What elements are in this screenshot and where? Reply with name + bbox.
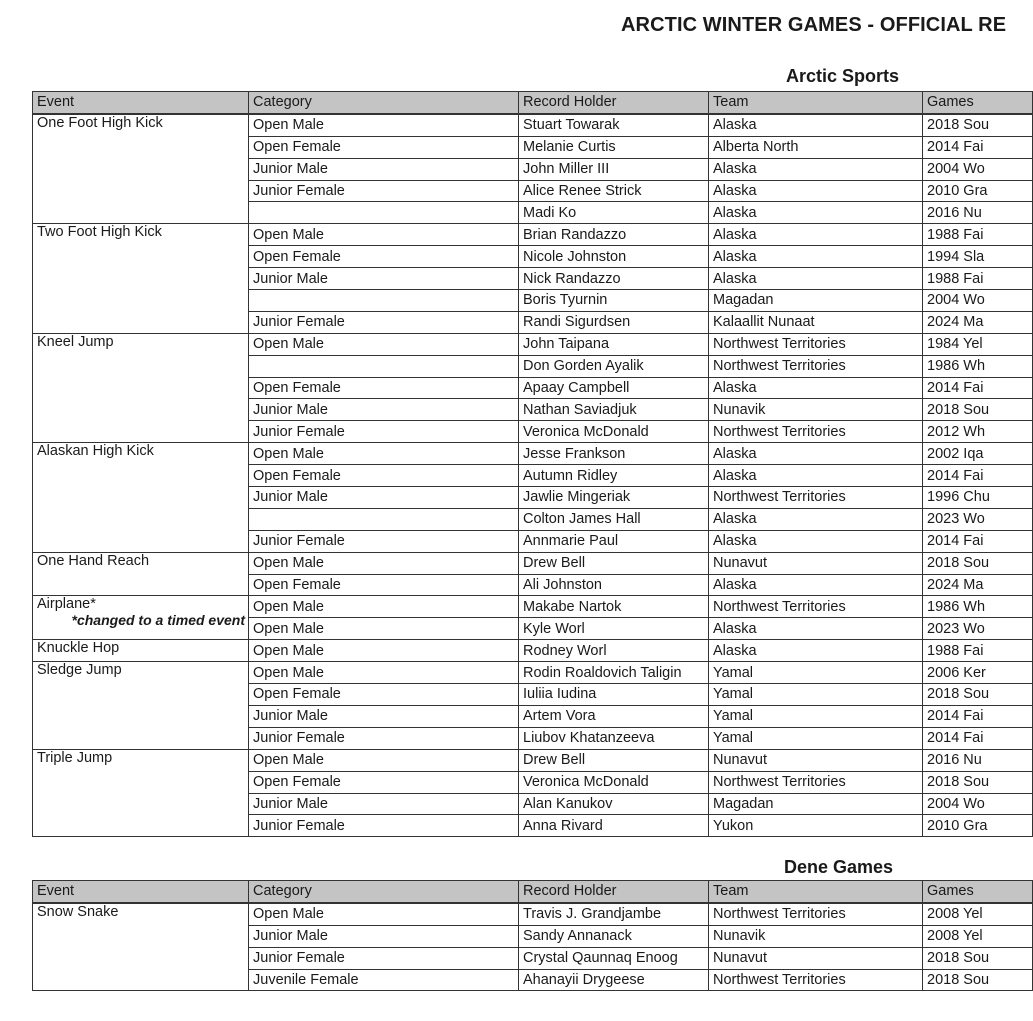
games-cell: 2002 Iqa <box>923 443 1033 465</box>
table-row <box>33 662 1033 684</box>
team-cell: Northwest Territories <box>709 333 923 355</box>
dene-games-records-table <box>32 880 1033 991</box>
event-name-cell <box>33 903 249 991</box>
games-cell: 2018 Sou <box>923 947 1033 969</box>
category-cell: Open Male <box>249 114 519 136</box>
team-cell: Northwest Territories <box>709 355 923 377</box>
event-name-cell <box>33 224 249 333</box>
category-cell: Open Male <box>249 552 519 574</box>
games-cell: 2006 Ker <box>923 662 1033 684</box>
record-holder-cell: Jesse Frankson <box>519 443 709 465</box>
event-name: Airplane* <box>37 596 96 613</box>
event-name: Triple Jump <box>37 749 113 766</box>
table-row <box>33 749 1033 771</box>
team-cell: Alaska <box>709 224 923 246</box>
category-cell: Junior Female <box>249 947 519 969</box>
event-name-cell <box>33 749 249 837</box>
record-holder-cell: Stuart Towarak <box>519 114 709 136</box>
games-cell: 2018 Sou <box>923 771 1033 793</box>
games-cell: 2018 Sou <box>923 399 1033 421</box>
table-header-row <box>33 881 1033 903</box>
table-row <box>33 596 1033 618</box>
category-cell: Junior Male <box>249 487 519 509</box>
team-cell: Alaska <box>709 377 923 399</box>
record-holder-cell: Brian Randazzo <box>519 224 709 246</box>
games-cell: 2004 Wo <box>923 290 1033 312</box>
table-row <box>33 443 1033 465</box>
column-header-event: Event <box>33 92 249 114</box>
games-cell: 2010 Gra <box>923 815 1033 837</box>
team-cell: Yukon <box>709 815 923 837</box>
record-holder-cell: Alan Kanukov <box>519 793 709 815</box>
team-cell: Alaska <box>709 202 923 224</box>
team-cell: Nunavut <box>709 947 923 969</box>
games-cell: 2018 Sou <box>923 114 1033 136</box>
event-name-cell <box>33 640 249 662</box>
record-holder-cell: Nathan Saviadjuk <box>519 399 709 421</box>
record-holder-cell: Jawlie Mingeriak <box>519 487 709 509</box>
team-cell: Alaska <box>709 530 923 552</box>
category-cell: Junior Male <box>249 705 519 727</box>
category-cell <box>249 508 519 530</box>
games-cell: 2016 Nu <box>923 749 1033 771</box>
games-cell: 2004 Wo <box>923 793 1033 815</box>
table-row <box>33 903 1033 925</box>
record-holder-cell: Autumn Ridley <box>519 465 709 487</box>
team-cell: Magadan <box>709 290 923 312</box>
record-holder-cell: Ahanayii Drygeese <box>519 969 709 991</box>
column-header-record-holder: Record Holder <box>519 881 709 903</box>
games-cell: 2014 Fai <box>923 530 1033 552</box>
event-name: One Hand Reach <box>37 552 150 569</box>
games-cell: 1994 Sla <box>923 246 1033 268</box>
column-header-category: Category <box>249 881 519 903</box>
event-name: Alaskan High Kick <box>37 443 154 460</box>
team-cell: Alaska <box>709 268 923 290</box>
event-name-cell <box>33 443 249 552</box>
category-cell: Open Male <box>249 443 519 465</box>
games-cell: 2014 Fai <box>923 377 1033 399</box>
dene-games-table-container <box>32 880 1033 991</box>
games-cell: 2018 Sou <box>923 969 1033 991</box>
record-holder-cell: Sandy Annanack <box>519 925 709 947</box>
event-name: Snow Snake <box>37 903 119 920</box>
document-title: ARCTIC WINTER GAMES - OFFICIAL RE <box>621 14 1007 36</box>
record-holder-cell: Kyle Worl <box>519 618 709 640</box>
games-cell: 1988 Fai <box>923 224 1033 246</box>
record-holder-cell: John Miller III <box>519 158 709 180</box>
team-cell: Yamal <box>709 684 923 706</box>
category-cell: Junior Female <box>249 180 519 202</box>
category-cell: Open Male <box>249 749 519 771</box>
category-cell: Juvenile Female <box>249 969 519 991</box>
team-cell: Magadan <box>709 793 923 815</box>
record-holder-cell: John Taipana <box>519 333 709 355</box>
record-holder-cell: Anna Rivard <box>519 815 709 837</box>
category-cell <box>249 290 519 312</box>
record-holder-cell: Rodney Worl <box>519 640 709 662</box>
category-cell: Junior Female <box>249 727 519 749</box>
record-holder-cell: Don Gorden Ayalik <box>519 355 709 377</box>
category-cell: Open Male <box>249 903 519 925</box>
event-name-cell <box>33 596 249 640</box>
team-cell: Northwest Territories <box>709 421 923 443</box>
team-cell: Yamal <box>709 727 923 749</box>
games-cell: 2024 Ma <box>923 311 1033 333</box>
event-name-cell <box>33 662 249 750</box>
games-cell: 1996 Chu <box>923 487 1033 509</box>
team-cell: Alaska <box>709 114 923 136</box>
record-holder-cell: Boris Tyurnin <box>519 290 709 312</box>
category-cell: Junior Male <box>249 268 519 290</box>
record-holder-cell: Nick Randazzo <box>519 268 709 290</box>
games-cell: 2014 Fai <box>923 136 1033 158</box>
team-cell: Northwest Territories <box>709 487 923 509</box>
event-name-cell <box>33 333 249 442</box>
games-cell: 2012 Wh <box>923 421 1033 443</box>
table-row <box>33 640 1033 662</box>
table-row <box>33 114 1033 136</box>
team-cell: Alaska <box>709 618 923 640</box>
category-cell: Junior Female <box>249 530 519 552</box>
record-holder-cell: Annmarie Paul <box>519 530 709 552</box>
record-holder-cell: Makabe Nartok <box>519 596 709 618</box>
event-name: Sledge Jump <box>37 662 122 679</box>
category-cell: Junior Male <box>249 399 519 421</box>
record-holder-cell: Rodin Roaldovich Taligin <box>519 662 709 684</box>
games-cell: 1986 Wh <box>923 355 1033 377</box>
team-cell: Northwest Territories <box>709 903 923 925</box>
category-cell <box>249 202 519 224</box>
games-cell: 2004 Wo <box>923 158 1033 180</box>
team-cell: Nunavik <box>709 399 923 421</box>
dene-games-table-body <box>33 903 1033 991</box>
event-name: Knuckle Hop <box>37 640 120 657</box>
category-cell: Open Female <box>249 771 519 793</box>
category-cell: Junior Male <box>249 158 519 180</box>
record-holder-cell: Apaay Campbell <box>519 377 709 399</box>
arctic-sports-table-container <box>32 91 1033 837</box>
category-cell: Junior Female <box>249 815 519 837</box>
column-header-games: Games <box>923 881 1033 903</box>
arctic-sports-table-body <box>33 114 1033 837</box>
team-cell: Alaska <box>709 443 923 465</box>
team-cell: Northwest Territories <box>709 596 923 618</box>
games-cell: 2014 Fai <box>923 727 1033 749</box>
category-cell: Open Male <box>249 333 519 355</box>
record-holder-cell: Crystal Qaunnaq Enoog <box>519 947 709 969</box>
category-cell: Open Male <box>249 662 519 684</box>
team-cell: Yamal <box>709 705 923 727</box>
record-holder-cell: Madi Ko <box>519 202 709 224</box>
team-cell: Alberta North <box>709 136 923 158</box>
table-header-row <box>33 92 1033 114</box>
category-cell: Open Female <box>249 136 519 158</box>
event-note: *changed to a timed event <box>71 612 245 629</box>
games-cell: 1988 Fai <box>923 268 1033 290</box>
team-cell: Nunavut <box>709 749 923 771</box>
team-cell: Kalaallit Nunaat <box>709 311 923 333</box>
games-cell: 2016 Nu <box>923 202 1033 224</box>
category-cell: Open Male <box>249 640 519 662</box>
team-cell: Northwest Territories <box>709 969 923 991</box>
games-cell: 1984 Yel <box>923 333 1033 355</box>
team-cell: Alaska <box>709 574 923 596</box>
games-cell: 2014 Fai <box>923 705 1033 727</box>
games-cell: 2008 Yel <box>923 903 1033 925</box>
record-holder-cell: Liubov Khatanzeeva <box>519 727 709 749</box>
team-cell: Alaska <box>709 158 923 180</box>
record-holder-cell: Veronica McDonald <box>519 771 709 793</box>
games-cell: 2023 Wo <box>923 508 1033 530</box>
category-cell: Open Female <box>249 246 519 268</box>
record-holder-cell: Colton James Hall <box>519 508 709 530</box>
table-row <box>33 552 1033 574</box>
column-header-team: Team <box>709 881 923 903</box>
games-cell: 2023 Wo <box>923 618 1033 640</box>
dene-games-section-title: Dene Games <box>784 857 894 877</box>
category-cell: Open Male <box>249 618 519 640</box>
column-header-team: Team <box>709 92 923 114</box>
arctic-sports-section-title: Arctic Sports <box>786 66 900 86</box>
team-cell: Alaska <box>709 465 923 487</box>
category-cell: Open Female <box>249 377 519 399</box>
games-cell: 2024 Ma <box>923 574 1033 596</box>
record-holder-cell: Nicole Johnston <box>519 246 709 268</box>
team-cell: Alaska <box>709 246 923 268</box>
category-cell <box>249 355 519 377</box>
column-header-event: Event <box>33 881 249 903</box>
event-name-cell <box>33 552 249 596</box>
record-holder-cell: Drew Bell <box>519 749 709 771</box>
record-holder-cell: Travis J. Grandjambe <box>519 903 709 925</box>
team-cell: Northwest Territories <box>709 771 923 793</box>
record-holder-cell: Iuliia Iudina <box>519 684 709 706</box>
category-cell: Junior Female <box>249 311 519 333</box>
games-cell: 2008 Yel <box>923 925 1033 947</box>
team-cell: Alaska <box>709 508 923 530</box>
games-cell: 1986 Wh <box>923 596 1033 618</box>
games-cell: 2014 Fai <box>923 465 1033 487</box>
table-row <box>33 333 1033 355</box>
games-cell: 2018 Sou <box>923 552 1033 574</box>
category-cell: Junior Male <box>249 925 519 947</box>
record-holder-cell: Randi Sigurdsen <box>519 311 709 333</box>
category-cell: Open Female <box>249 574 519 596</box>
event-name: Kneel Jump <box>37 333 114 350</box>
category-cell: Junior Male <box>249 793 519 815</box>
team-cell: Yamal <box>709 662 923 684</box>
record-holder-cell: Drew Bell <box>519 552 709 574</box>
arctic-sports-records-table <box>32 91 1033 837</box>
record-holder-cell: Melanie Curtis <box>519 136 709 158</box>
record-holder-cell: Veronica McDonald <box>519 421 709 443</box>
record-holder-cell: Artem Vora <box>519 705 709 727</box>
event-name: Two Foot High Kick <box>37 224 162 241</box>
games-cell: 2018 Sou <box>923 684 1033 706</box>
category-cell: Open Female <box>249 684 519 706</box>
record-holder-cell: Ali Johnston <box>519 574 709 596</box>
games-cell: 1988 Fai <box>923 640 1033 662</box>
event-name-cell <box>33 114 249 224</box>
category-cell: Junior Female <box>249 421 519 443</box>
column-header-record-holder: Record Holder <box>519 92 709 114</box>
record-holder-cell: Alice Renee Strick <box>519 180 709 202</box>
team-cell: Nunavut <box>709 552 923 574</box>
table-row <box>33 224 1033 246</box>
event-name: One Foot High Kick <box>37 114 163 131</box>
category-cell: Open Male <box>249 596 519 618</box>
team-cell: Alaska <box>709 640 923 662</box>
column-header-games: Games <box>923 92 1033 114</box>
category-cell: Open Female <box>249 465 519 487</box>
team-cell: Alaska <box>709 180 923 202</box>
team-cell: Nunavik <box>709 925 923 947</box>
games-cell: 2010 Gra <box>923 180 1033 202</box>
category-cell: Open Male <box>249 224 519 246</box>
column-header-category: Category <box>249 92 519 114</box>
